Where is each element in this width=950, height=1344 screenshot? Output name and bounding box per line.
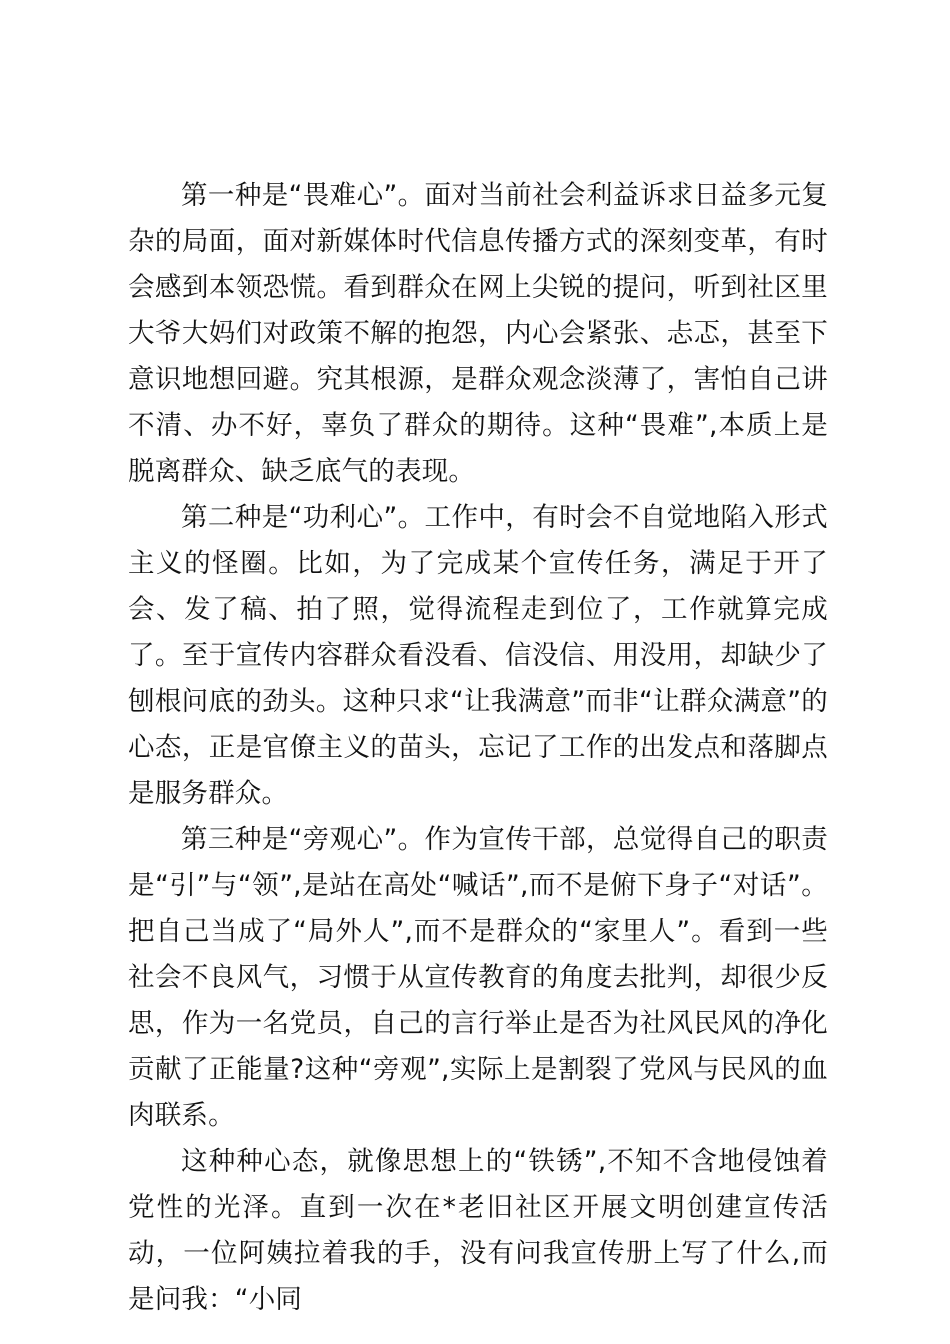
document-body xyxy=(128,173,828,1323)
paragraph-bystander-mindset: 第三种是“旁观心”。作为宣传干部，总觉得自己的职责是“引”与“领”,是站在高处“喊话”,而不是俯下身子“对话”。把自己当成了“局外人”,而不是群众的“家里人”。看到一些社会不良风气，习惯于从宣传教育的角度去批判，却很少反思，作为一名党员，自己的言行举止是否为社风民风的净化贡献了正能量?这种“旁观”,实际上是割裂了党风与民风的血肉联系。 xyxy=(128,824,828,1131)
paragraph-rust-metaphor: 这种种心态，就像思想上的“铁锈”,不知不含地侵蚀着党性的光泽。直到一次在*老旧社区开展文明创建宣传活动，一位阿姨拉着我的手，没有问我宣传册上写了什么,而是问我：“小同 xyxy=(128,1146,828,1315)
paragraph-utilitarian-mindset: 第二种是“功利心”。工作中，有时会不自觉地陷入形式主义的怪圈。比如，为了完成某个宣传任务，满足于开了会、发了稿、拍了照，觉得流程走到位了，工作就算完成了。至于宣传内容群众看没看、信没信、用没用，却缺少了刨根问底的劲头。这种只求“让我满意”而非“让群众满意”的心态，正是官僚主义的苗头，忘记了工作的出发点和落脚点是服务群众。 xyxy=(128,502,828,809)
paragraph-fear-of-difficulty: 第一种是“畏难心”。面对当前社会利益诉求日益多元复杂的局面，面对新媒体时代信息传播方式的深刻变革，有时会感到本领恐慌。看到群众在网上尖锐的提问，听到社区里大爷大妈们对政策不解的抱怨，内心会紧张、忐忑，甚至下意识地想回避。究其根源，是群众观念淡薄了，害怕自己讲不清、办不好，辜负了群众的期待。这种“畏难”,本质上是脱离群众、缺乏底气的表现。 xyxy=(128,180,828,487)
